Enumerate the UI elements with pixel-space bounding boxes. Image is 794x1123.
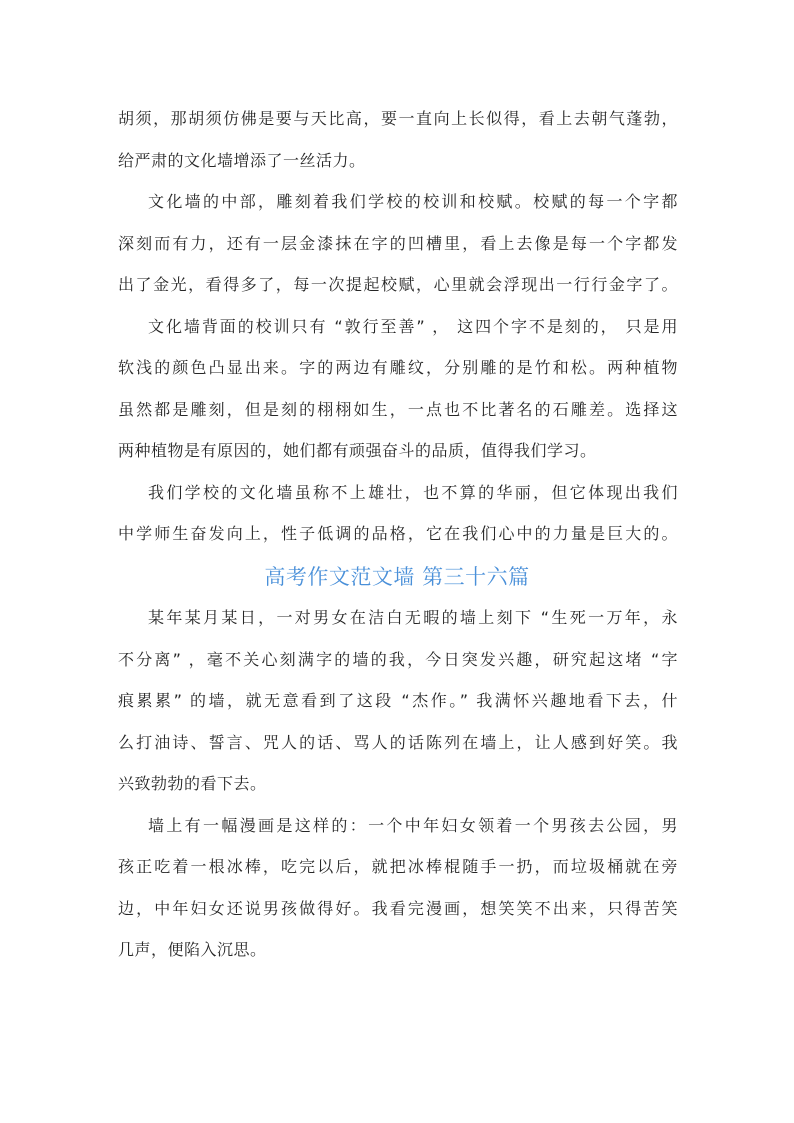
- paragraph-line: 文化墙的中部，雕刻着我们学校的校训和校赋。校赋的每一个字都: [148, 192, 678, 211]
- paragraph-line: 给严肃的文化墙增添了一丝活力。: [118, 150, 366, 170]
- paragraph-line: 胡须，那胡须仿佛是要与天比高，要一直向上长似得，看上去朝气蓬勃，: [118, 109, 678, 128]
- section-heading: 高考作文范文墙 第三十六篇: [264, 565, 530, 589]
- paragraph-line: 出了金光，看得多了，每一次提起校赋，心里就会浮现出一行行金字了。: [118, 275, 678, 294]
- paragraph-line: 软浅的颜色凸显出来。字的两边有雕纹，分别雕的是竹和松。两种植物: [118, 358, 678, 377]
- paragraph-line: 墙上有一幅漫画是这样的：一个中年妇女领着一个男孩去公园，男: [148, 815, 678, 835]
- paragraph-line: 痕累累” 的墙，就无意看到了这段 “杰作。” 我满怀兴趣地看下去，什: [118, 691, 678, 710]
- paragraph-line: 中学师生奋发向上，性子低调的品格，它在我们心中的力量是巨大的。: [118, 524, 678, 543]
- paragraph-line: 么打油诗、誓言、咒人的话、骂人的话陈列在墙上，让人感到好笑。我: [118, 732, 678, 752]
- paragraph-line: 兴致勃勃的看下去。: [118, 774, 267, 793]
- paragraph-line: 边，中年妇女还说男孩做得好。我看完漫画，想笑笑不出来，只得苦笑: [118, 898, 678, 918]
- paragraph-line: 两种植物是有原因的，她们都有顽强奋斗的品质，值得我们学习。: [118, 441, 597, 460]
- essay-36-body: [118, 597, 678, 971]
- paragraph-line: 孩正吃着一根冰棒，吃完以后，就把冰棒棍随手一扔，而垃圾桶就在旁: [118, 857, 678, 876]
- essay-previous-ending: [118, 98, 678, 555]
- paragraph-line: 某年某月某日，一对男女在洁白无暇的墙上刻下 “生死一万年，永: [148, 608, 678, 627]
- paragraph-line: 虽然都是雕刻，但是刻的栩栩如生，一点也不比著名的石雕差。选择这: [118, 399, 678, 419]
- paragraph-line: 文化墙背面的校训只有 “敦行至善” ， 这四个字不是刻的， 只是用: [148, 316, 678, 336]
- paragraph-line: 几声，便陷入沉思。: [118, 940, 267, 959]
- paragraph-line: 不分离” ，毫不关心刻满字的墙的我，今日突发兴趣，研究起这堵 “字: [118, 649, 678, 669]
- paragraph-line: 深刻而有力，还有一层金漆抹在字的凹槽里，看上去像是每一个字都发: [118, 233, 678, 253]
- paragraph-line: 我们学校的文化墙虽称不上雄壮，也不算的华丽，但它体现出我们: [148, 482, 678, 502]
